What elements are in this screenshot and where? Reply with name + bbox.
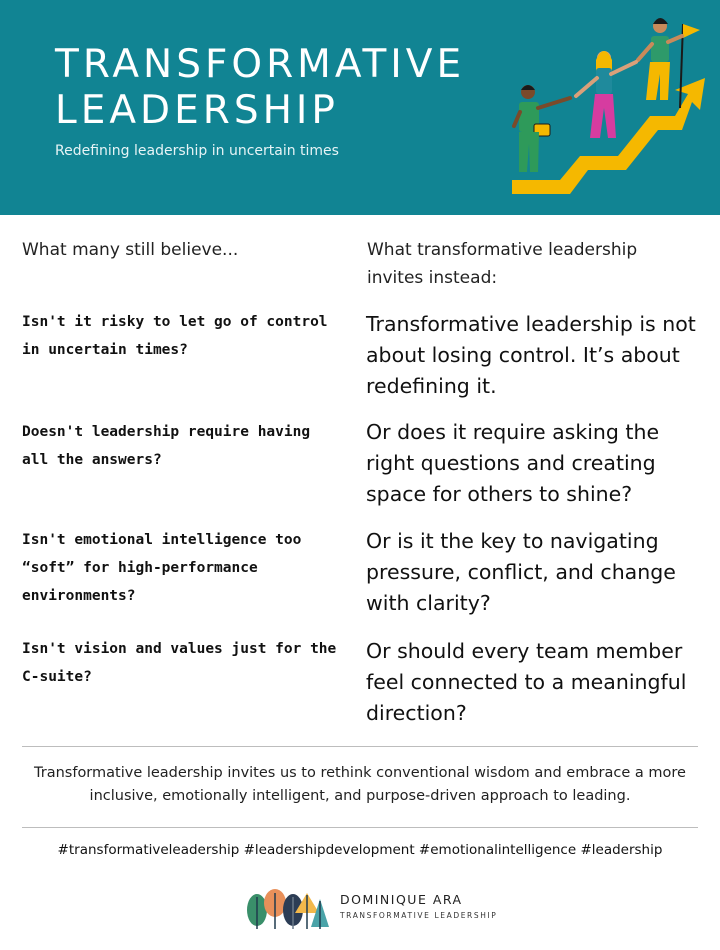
reframe-answer-4: Or should every team member feel connected to a meaningful direction? [366, 639, 687, 725]
page-subtitle: Redefining leadership in uncertain times [55, 143, 339, 159]
belief-question-3: Isn't emotional intelligence too “soft” for high-performance environments? [22, 532, 302, 604]
page-title [55, 42, 465, 134]
believe-column-heading: What many still believe... [22, 240, 239, 260]
divider-top [22, 746, 698, 747]
belief-question-2: Doesn't leadership require having all the answers? [22, 424, 311, 468]
instead-column-heading: What transformative leadership invites instead: [367, 240, 638, 288]
brand-name: DOMINIQUE ARA [340, 892, 463, 907]
title-line-1: TRANSFORMATIVE [55, 42, 466, 87]
belief-question-1: Isn't it risky to let go of control in uncertain times? [22, 314, 328, 358]
header-banner [0, 0, 720, 215]
trees-logo-icon [245, 885, 329, 931]
reframe-answer-3: Or is it the key to navigating pressure, conflict, and change with clarity? [366, 529, 676, 615]
reframe-answer-1: Transformative leadership is not about losing control. It’s about redefining it. [366, 312, 696, 398]
title-line-2: LEADERSHIP [55, 88, 339, 133]
summary-text: Transformative leadership invites us to rethink conventional wisdom and embrace a more inclusive, emotionally intelligent, and purpose-driven approach to leading. [34, 765, 686, 804]
divider-bottom [22, 827, 698, 828]
brand-tagline: TRANSFORMATIVE LEADERSHIP [340, 911, 498, 920]
belief-question-4: Isn't vision and values just for the C-suite? [22, 641, 337, 685]
hashtags: #transformativeleadership #leadershipdevelopment #emotionalintelligence #leadership [57, 842, 663, 858]
reframe-answer-2: Or does it require asking the right questions and creating space for others to shine? [366, 420, 660, 506]
team-climbing-arrow-icon [500, 8, 710, 203]
